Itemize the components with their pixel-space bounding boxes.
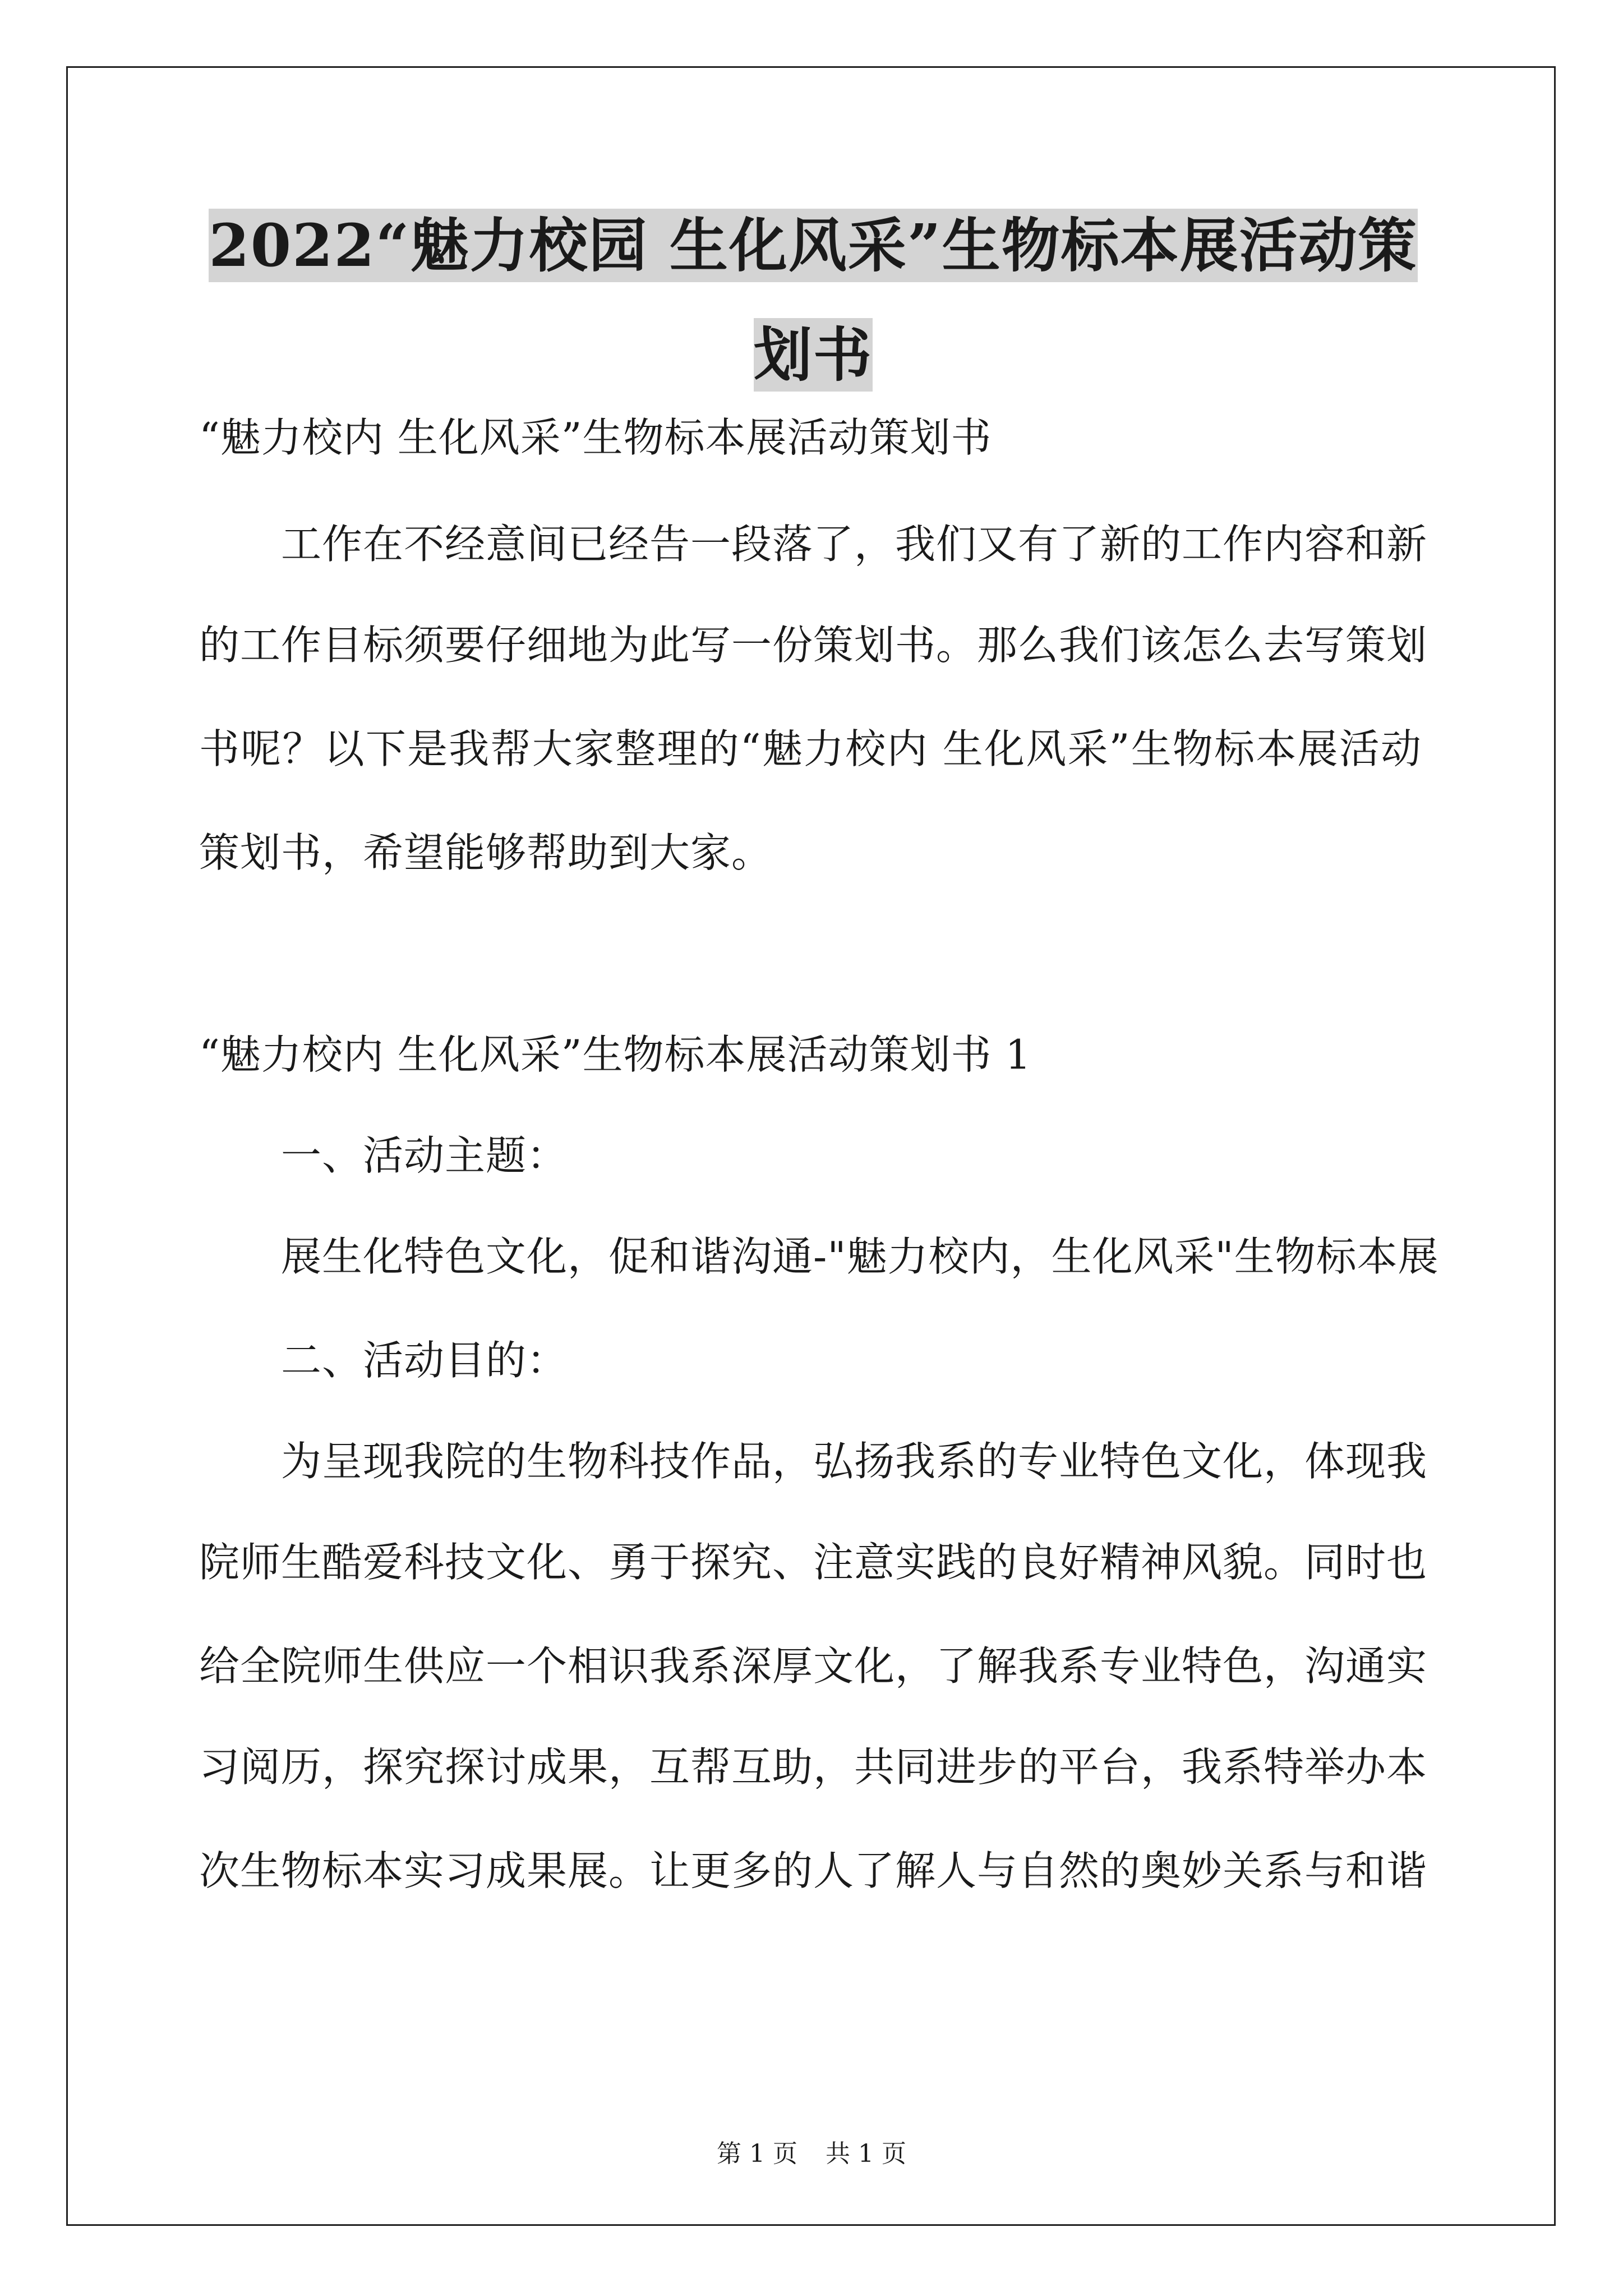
paragraph-line: 次生物标本实习成果展。让更多的人了解人与自然的奥妙关系与和谐 [199, 1847, 1428, 1894]
paragraph-line: “魅力校内 生化风采”生物标本展活动策划书 1 [199, 1031, 1032, 1078]
page-footer [0, 2137, 1623, 2171]
paragraph-line: 工作在不经意间已经告一段落了，我们又有了新的工作内容和新 [199, 521, 1428, 568]
paragraph-line: 二、活动目的： [199, 1337, 568, 1384]
page-total: 共 1 页 [826, 2139, 906, 2168]
paragraph-line: “魅力校内 生化风采”生物标本展活动策划书 [199, 414, 992, 461]
paragraph-line: 策划书，希望能够帮助到大家。 [199, 829, 773, 876]
page-number: 第 1 页 [717, 2139, 797, 2168]
paragraph-line: 展生化特色文化，促和谐沟通-"魅力校内，生化风采"生物标本展 [199, 1233, 1439, 1280]
document-title-text: 2022“魅力校园 生化风采”生物标本展活动策划书 [209, 209, 1417, 392]
paragraph-line: 的工作目标须要仔细地为此写一份策划书。那么我们该怎么去写策划 [199, 622, 1428, 669]
paragraph-line: 院师生酷爱科技文化、勇于探究、注意实践的良好精神风貌。同时也 [199, 1539, 1428, 1586]
paragraph-line: 书呢？以下是我帮大家整理的“魅力校内 生化风采”生物标本展活动 [199, 725, 1422, 772]
document-title [191, 191, 1436, 409]
paragraph-line: 给全院师生供应一个相识我系深厚文化，了解我系专业特色，沟通实 [199, 1642, 1428, 1690]
paragraph-line: 一、活动主题： [199, 1132, 568, 1179]
paragraph-line: 习阅历，探究探讨成果，互帮互助，共同进步的平台，我系特举办本 [199, 1743, 1428, 1791]
paragraph-line: 为呈现我院的生物科技作品，弘扬我系的专业特色文化，体现我 [199, 1438, 1428, 1485]
